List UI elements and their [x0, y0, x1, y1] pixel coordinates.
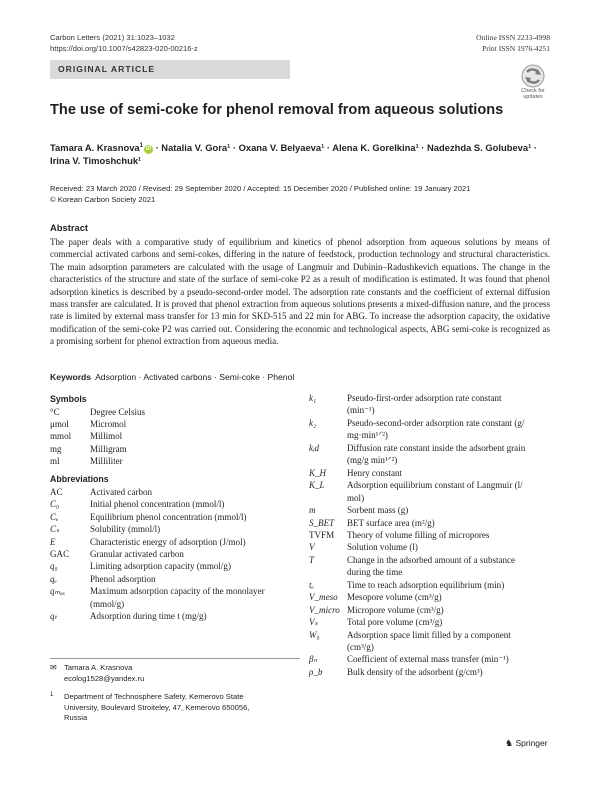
symbol-definition: (mg/g min¹ᐟ²) [347, 455, 398, 466]
symbol-definition: Time to reach adsorption equilibrium (min) [347, 579, 505, 590]
symbol-term: V_meso [309, 592, 338, 603]
author-names-line2: Irina V. Timoshchuk¹ [50, 154, 142, 166]
symbol-term: Cₑ [50, 511, 59, 522]
affiliation-line3: Russia [64, 713, 88, 722]
symbol-definition: Pseudo-second-order adsorption rate constant (g/ [347, 417, 525, 428]
affiliation [50, 692, 300, 724]
publisher-name: Springer [515, 738, 548, 748]
symbol-definition: Equilibrium phenol concentration (mmol/l) [90, 511, 247, 522]
symbol-definition: during the time [347, 567, 403, 578]
symbol-definition: Initial phenol concentration (mmol/l) [90, 499, 225, 510]
symbol-definition: (mmol/g) [90, 598, 125, 609]
symbol-term: C₀ [50, 499, 60, 510]
publication-dates [50, 183, 550, 205]
article-title: The use of semi-coke for phenol removal from aqueous solutions [50, 102, 504, 118]
orcid-icon[interactable]: iD [145, 146, 151, 153]
symbol-term: E [50, 536, 56, 547]
affiliation-line2: University, Boulevard Stroiteley, 47, Kemerovo 650056, [64, 702, 250, 712]
springer-logo [505, 738, 548, 749]
symbol-term: W₀ [309, 629, 320, 640]
symbol-term: qₜ [50, 611, 58, 621]
symbol-definition: Phenol adsorption [90, 573, 156, 584]
symbol-definition: Granular activated carbon [90, 549, 184, 559]
symbol-definition: Coefficient of external mass transfer (min⁻¹) [347, 654, 509, 665]
copyright-line: © Korean Carbon Society 2021 [50, 195, 156, 204]
keywords-list: Adsorption · Activated carbons · Semi-coke · Phenol [95, 372, 295, 382]
symbol-term: βₙ [309, 654, 318, 665]
check-updates-label: Check for updates [521, 88, 545, 100]
symbol-term: Vₛ [309, 617, 318, 628]
symbol-definition: Milliliter [90, 455, 123, 466]
symbol-definition: Bulk density of the adsorbent (g/cm³) [347, 666, 483, 677]
symbol-term: K_H [309, 467, 327, 478]
abbreviations-heading: Abbreviations [50, 474, 109, 484]
symbol-definition: mol) [347, 492, 365, 503]
symbol-definition: Adsorption during time t (mg/g) [90, 611, 207, 621]
envelope-icon: ✉ [50, 663, 57, 672]
symbol-term: K_L [309, 480, 325, 491]
symbol-term: k₁ [309, 393, 317, 403]
symbol-term: AC [50, 487, 63, 497]
symbol-term: mg [50, 443, 62, 454]
doi-link[interactable]: https://doi.org/10.1007/s42823-020-00216-z [50, 44, 198, 53]
symbol-definition: Change in the adsorbed amount of a substance [347, 554, 516, 565]
footnote-divider [50, 658, 300, 659]
abstract-body: The paper deals with a comparative study of equilibrium and kinetics of phenol adsorption from aqueous solutions by means of commercial activated carbons and semi-cokes, differing in the nature of feedstock, production technology and structural characteristics. The main adsorption parameters are calculated with the usage of Langmuir and Dubinin–Radushkevich equations. The change in the characteristics of the structure and state of the surface of semi-coke P2 as a result of modification is estimated. It was found that phenol adsorption kinetics is described by a pseudo-second-order model. The adsorption rate constants and the coefficient of external diffusion mass transfer are calculated. It is proved that phenol extraction from aqueous solutions presents a mixed-diffusion nature, and the process rate is limited by external mass transfer for 13 min for SKD-515 and 22 min for ABG. To increase the adsorption capacity, the oxidative modification of the semi-coke P2 was carried out. Considering the economic and technological aspects, ABG semi-coke is recognized as a promising sorbent for phenol extraction from aqueous media. [50, 237, 550, 347]
symbol-definition: Diffusion rate constant inside the adsorbent grain [347, 442, 526, 453]
symbol-definition: Activated carbon [90, 487, 153, 497]
symbol-term: S_BET [309, 517, 335, 528]
symbol-definition: Micromol [90, 419, 127, 430]
nomenclature-list [309, 392, 550, 682]
online-issn: Online ISSN 2233-4998 [476, 33, 550, 42]
symbol-term: T [309, 554, 315, 565]
symbol-term: TVFM [309, 529, 335, 540]
springer-horse-icon: ♞ [505, 738, 514, 748]
article-type-band [50, 60, 290, 79]
symbol-definition: Solution volume (l) [347, 542, 418, 553]
journal-citation: Carbon Letters (2021) 31:1023–1032 [50, 33, 175, 42]
print-issn: Print ISSN 1976-4251 [482, 44, 550, 53]
symbol-definition: Limiting adsorption capacity (mmol/g) [90, 561, 231, 572]
keywords [50, 372, 550, 382]
symbol-term: mmol [50, 431, 72, 442]
symbols-list [50, 406, 300, 468]
affiliation-number: 1 [50, 692, 54, 698]
symbol-definition: Characteristic energy of adsorption (J/mol) [90, 536, 246, 547]
symbol-definition: Adsorption equilibrium constant of Langmuir (l/ [347, 480, 523, 491]
symbol-definition: Total pore volume (cm³/g) [347, 617, 443, 628]
symbol-term: μmol [50, 419, 69, 430]
symbol-term: V_micro [309, 604, 340, 615]
symbol-definition: Milligram [90, 443, 127, 454]
symbol-term: °C [50, 407, 60, 417]
abbreviations-list [50, 486, 300, 626]
symbol-term: tₑ [309, 579, 314, 590]
symbol-definition: Sorbent mass (g) [347, 505, 409, 516]
symbol-term: ρ_b [309, 666, 323, 677]
corresponding-author[interactable]: Tamara A. Krasnova [50, 142, 140, 154]
symbol-definition: Degree Celsius [90, 407, 146, 417]
symbol-term: qₘₐₓ [50, 586, 66, 597]
symbol-definition: Millimol [90, 431, 123, 442]
symbol-term: ml [50, 455, 60, 466]
symbol-term: V [309, 542, 315, 553]
symbol-term: kᵢd [309, 442, 319, 453]
correspondence [50, 663, 300, 684]
symbols-heading: Symbols [50, 394, 87, 404]
symbol-definition: Maximum adsorption capacity of the monolayer [90, 586, 265, 597]
symbol-term: GAC [50, 549, 70, 559]
check-for-updates-badge[interactable] [516, 64, 550, 100]
symbol-definition: BET surface area (m²/g) [347, 517, 435, 528]
symbol-term: k₂ [309, 417, 317, 428]
symbol-definition: (min⁻¹) [347, 405, 375, 416]
symbol-term: qₑ [50, 573, 57, 584]
symbol-definition: (cm³/g) [347, 642, 374, 652]
symbol-term: m [309, 505, 316, 516]
abstract-heading: Abstract [50, 222, 89, 233]
check-updates-icon [516, 64, 550, 90]
keywords-label: Keywords [50, 372, 92, 382]
symbol-definition: Theory of volume filling of micropores [347, 529, 490, 540]
correspondence-name: Tamara A. Krasnova [64, 663, 133, 672]
author-names-rest: · Natalia V. Gora¹ · Oxana V. Belyaeva¹ · Alena K. Gorelkina¹ · Nadezhda S. Golubeva¹ · [152, 142, 537, 154]
author-list: Tamara A. Krasnova$^1$iD · Natalia V. Gora¹ · Oxana V. Belyaeva¹ · Alena K. Gorelkina¹ · Nadezhda S. Golubeva¹ · Irina V. Timoshchuk¹ [50, 142, 537, 166]
symbol-definition: Adsorption space limit filled by a component [347, 629, 511, 640]
correspondence-email[interactable]: ecolog1528@yandex.ru [64, 673, 145, 683]
symbol-definition: Micropore volume (cm³/g) [347, 604, 444, 615]
article-type-label: ORIGINAL ARTICLE [58, 64, 156, 74]
symbol-term: q₀ [50, 561, 58, 572]
dates-line: Received: 23 March 2020 / Revised: 29 September 2020 / Accepted: 15 December 2020 / Published online: 19 January 2021 [50, 184, 471, 193]
affiliation-line1: Department of Technosphere Safety, Kemerovo State [64, 692, 244, 701]
symbol-definition: Mesopore volume (cm³/g) [347, 592, 442, 603]
symbol-definition: Solubility (mmol/l) [90, 524, 161, 535]
symbol-definition: mg·min¹ᐟ²) [347, 430, 388, 441]
symbol-definition: Henry constant [347, 467, 403, 478]
symbol-definition: Pseudo-first-order adsorption rate constant [347, 393, 502, 403]
symbol-term: Cₛ [50, 524, 60, 535]
